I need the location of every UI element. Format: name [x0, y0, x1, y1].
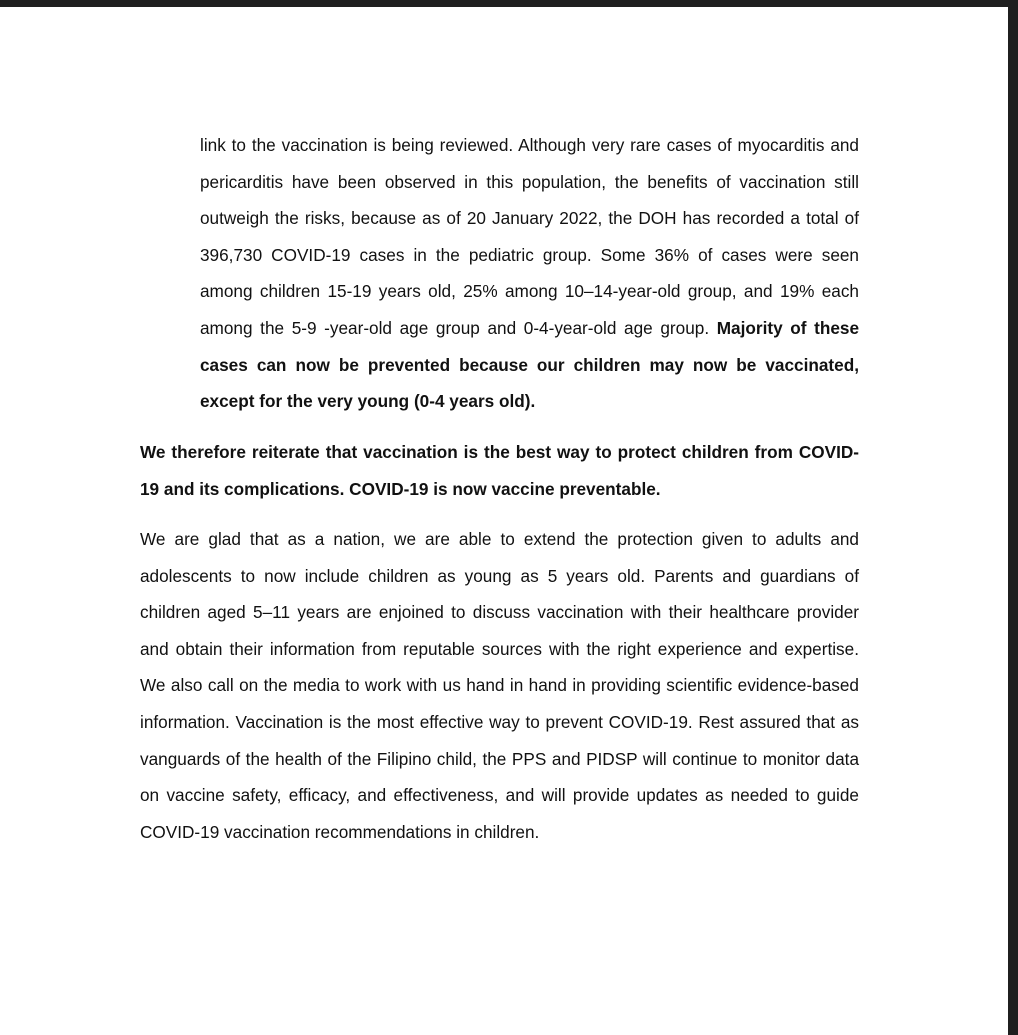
window-right-border	[1008, 0, 1018, 1035]
document-page	[0, 7, 1008, 1035]
paragraph-vaccination-risks-bold-text: Majority of these cases can now be prevented because our children may now be vaccinated, except for the very young (0-4 years old).	[200, 317, 859, 412]
paragraph-vaccination-risks-text: link to the vaccination is being reviewed. Although very rare cases of myocarditis and pericarditis have been observed in this population, the benefits of vaccination still outweigh the risks, because as of 20 January 2022, the DOH has recorded a total of 396,730 COVID-19 cases in the pediatric group. Some 36% of cases were seen among children 15-19 years old, 25% among 10–14-year-old group, and 19% each among the 5-9 -year-old age group and 0-4-year-old age group.	[200, 135, 859, 338]
window-top-border	[0, 0, 1018, 7]
paragraph-vaccination-risks	[200, 127, 859, 420]
paragraph-closing-statement: We are glad that as a nation, we are able to extend the protection given to adults and adolescents to now include children as young as 5 years old. Parents and guardians of children aged 5–11 years are enjoined to discuss vaccination with their healthcare provider and obtain their information from reputable sources with the right experience and expertise. We also call on the media to work with us hand in hand in providing scientific evidence-based information. Vaccination is the most effective way to prevent COVID-19. Rest assured that as vanguards of the health of the Filipino child, the PPS and PIDSP will continue to monitor data on vaccine safety, efficacy, and effectiveness, and will provide updates as needed to guide COVID-19 vaccination recommendations in children.	[140, 529, 859, 842]
paragraph-reiteration: We therefore reiterate that vaccination is the best way to protect children from COVID-19 and its complications. COVID-19 is now vaccine preventable.	[140, 442, 859, 499]
